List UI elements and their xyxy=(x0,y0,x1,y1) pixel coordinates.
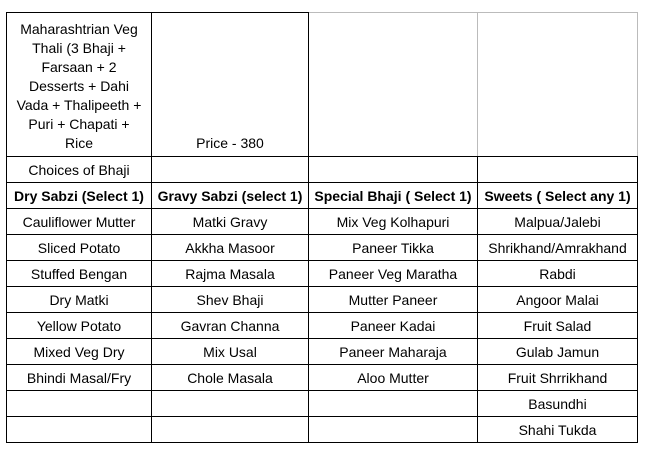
menu-cell: Gavran Channa xyxy=(152,313,309,339)
thali-menu-table xyxy=(6,12,638,443)
menu-cell: Mixed Veg Dry xyxy=(7,339,152,365)
thali-title-cell xyxy=(7,13,152,157)
menu-cell: Rajma Masala xyxy=(152,261,309,287)
empty-cell xyxy=(478,13,638,157)
menu-cell xyxy=(152,417,309,443)
menu-cell xyxy=(7,391,152,417)
title-line: Puri + Chapati + xyxy=(28,116,130,132)
price-cell: Price - 380 xyxy=(152,13,309,157)
menu-cell: Malpua/Jalebi xyxy=(478,209,638,235)
menu-cell: Fruit Salad xyxy=(478,313,638,339)
menu-row xyxy=(7,313,638,339)
menu-row xyxy=(7,287,638,313)
menu-row xyxy=(7,365,638,391)
header-gravy-sabzi: Gravy Sabzi (select 1) xyxy=(152,183,309,209)
title-line: Farsaan + 2 xyxy=(41,59,117,75)
menu-row xyxy=(7,261,638,287)
menu-cell: Cauliflower Mutter xyxy=(7,209,152,235)
menu-row xyxy=(7,235,638,261)
menu-cell: Paneer Veg Maratha xyxy=(309,261,478,287)
empty-cell xyxy=(478,157,638,183)
menu-cell: Shahi Tukda xyxy=(478,417,638,443)
menu-cell: Aloo Mutter xyxy=(309,365,478,391)
menu-cell xyxy=(309,417,478,443)
menu-cell: Matki Gravy xyxy=(152,209,309,235)
header-dry-sabzi: Dry Sabzi (Select 1) xyxy=(7,183,152,209)
menu-cell: Shrikhand/Amrakhand xyxy=(478,235,638,261)
menu-row xyxy=(7,209,638,235)
title-line: Thali (3 Bhaji + xyxy=(32,40,126,56)
choices-label: Choices of Bhaji xyxy=(7,157,152,183)
menu-cell: Chole Masala xyxy=(152,365,309,391)
menu-cell: Angoor Malai xyxy=(478,287,638,313)
title-line: Vada + Thalipeeth + xyxy=(16,97,142,113)
empty-cell xyxy=(152,157,309,183)
menu-cell: Mix Veg Kolhapuri xyxy=(309,209,478,235)
menu-cell: Stuffed Bengan xyxy=(7,261,152,287)
menu-row xyxy=(7,391,638,417)
title-line: Desserts + Dahi xyxy=(29,78,129,94)
menu-cell: Sliced Potato xyxy=(7,235,152,261)
menu-row xyxy=(7,339,638,365)
menu-cell: Bhindi Masal/Fry xyxy=(7,365,152,391)
menu-row xyxy=(7,417,638,443)
title-row xyxy=(7,13,638,157)
menu-cell: Yellow Potato xyxy=(7,313,152,339)
choices-row xyxy=(7,157,638,183)
header-sweets: Sweets ( Select any 1) xyxy=(478,183,638,209)
menu-cell: Mutter Paneer xyxy=(309,287,478,313)
menu-cell: Dry Matki xyxy=(7,287,152,313)
menu-cell: Paneer Kadai xyxy=(309,313,478,339)
menu-cell: Akkha Masoor xyxy=(152,235,309,261)
empty-cell xyxy=(309,13,478,157)
menu-cell xyxy=(7,417,152,443)
title-line: Maharashtrian Veg xyxy=(20,21,138,37)
menu-cell xyxy=(309,391,478,417)
menu-cell: Shev Bhaji xyxy=(152,287,309,313)
empty-cell xyxy=(309,157,478,183)
header-special-bhaji: Special Bhaji ( Select 1) xyxy=(309,183,478,209)
menu-cell: Mix Usal xyxy=(152,339,309,365)
menu-cell xyxy=(152,391,309,417)
menu-cell: Basundhi xyxy=(478,391,638,417)
menu-cell: Fruit Shrrikhand xyxy=(478,365,638,391)
menu-cell: Paneer Tikka xyxy=(309,235,478,261)
header-row xyxy=(7,183,638,209)
menu-cell: Rabdi xyxy=(478,261,638,287)
title-line: Rice xyxy=(64,135,93,151)
menu-cell: Gulab Jamun xyxy=(478,339,638,365)
menu-cell: Paneer Maharaja xyxy=(309,339,478,365)
